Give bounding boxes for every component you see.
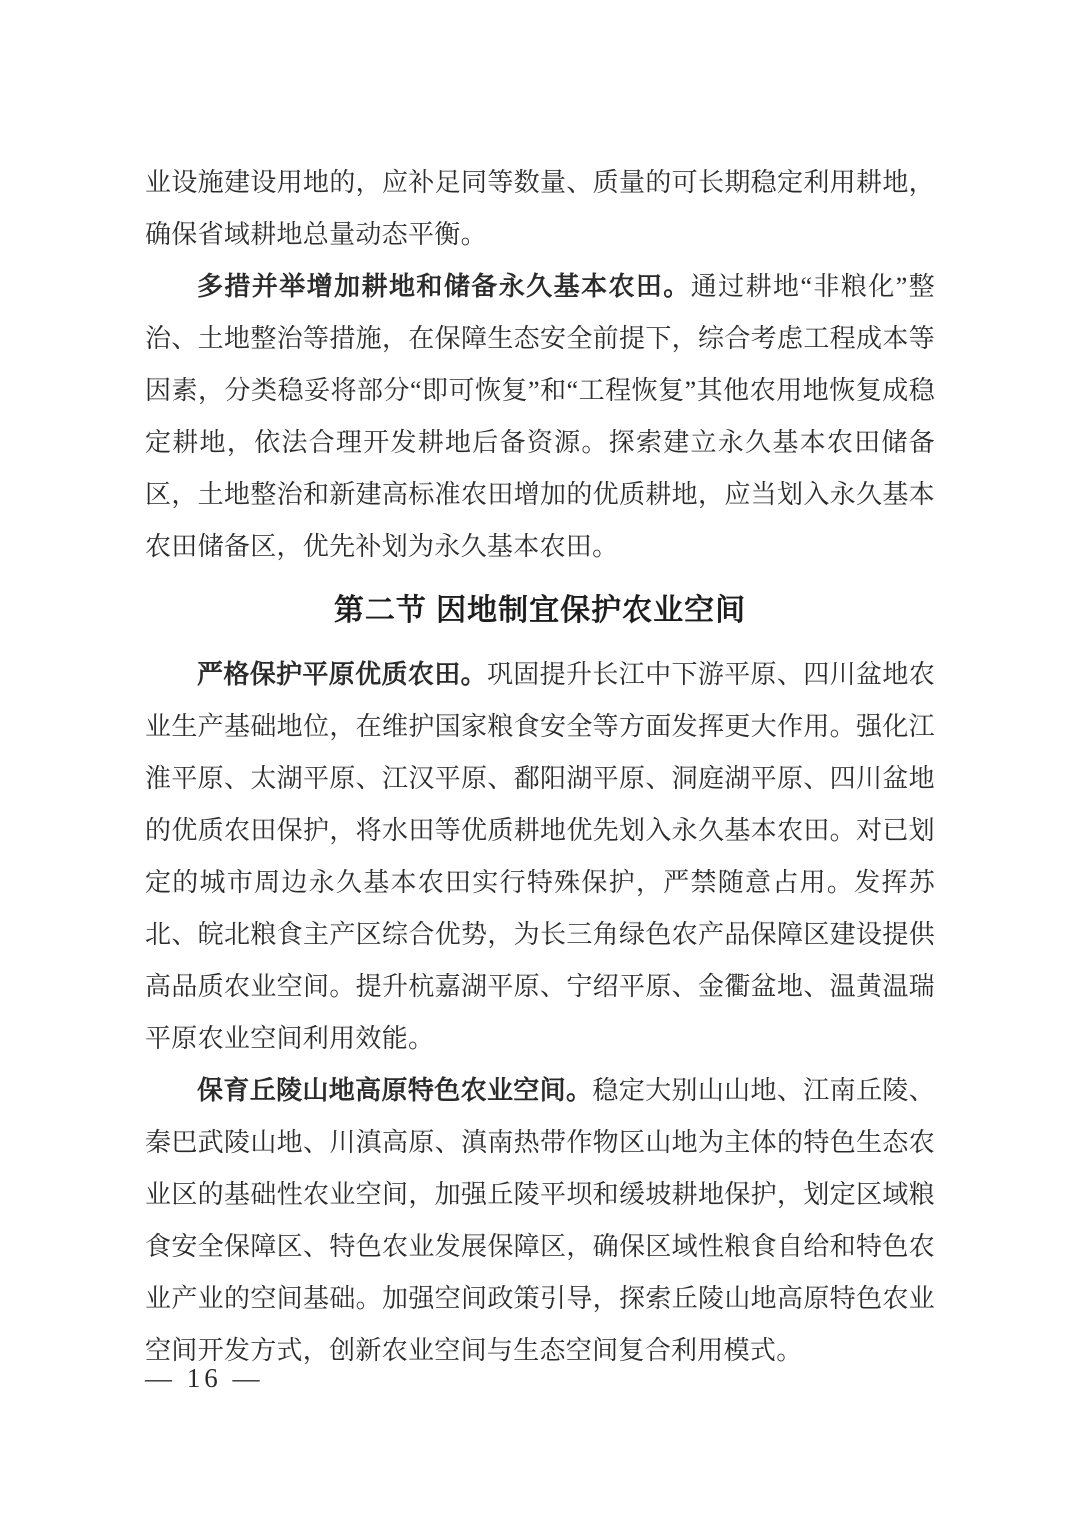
paragraph-lead-plain-farmland: 严格保护平原优质农田。	[197, 660, 487, 689]
paragraph-text-plain-farmland: 巩固提升长江中下游平原、四川盆地农业生产基础地位，在维护国家粮食安全等方面发挥更大作用。强化江淮平原、太湖平原、江汉平原、鄱阳湖平原、洞庭湖平原、四川盆地的优质农田保护，将水田等优质耕地优先划入永久基本农田。对已划定的城市周边永久基本农田实行特殊保护，严禁随意占用。发挥苏北、皖北粮食主产区综合优势，为长三角绿色农产品保障区建设提供高品质农业空间。提升杭嘉湖平原、宁绍平原、金衢盆地、温黄温瑞平原农业空间利用效能。	[145, 660, 935, 1053]
paragraph-multi-measures	[145, 261, 935, 573]
paragraph-lead-multi-measures: 多措并举增加耕地和储备永久基本农田。	[197, 272, 691, 301]
paragraph-lead-hilly-mountain: 保育丘陵山地高原特色农业空间。	[197, 1076, 593, 1105]
paragraph-continuation: 业设施建设用地的，应补足同等数量、质量的可长期稳定利用耕地，确保省域耕地总量动态平衡。	[145, 168, 935, 249]
paragraph-text-hilly-mountain: 稳定大别山山地、江南丘陵、秦巴武陵山地、川滇高原、滇南热带作物区山地为主体的特色生态农业区的基础性农业空间，加强丘陵平坝和缓坡耕地保护，划定区域粮食安全保障区、特色农业发展保障区，确保区域性粮食自给和特色农业产业的空间基础。加强空间政策引导，探索丘陵山地高原特色农业空间开发方式，创新农业空间与生态空间复合利用模式。	[145, 1076, 935, 1365]
document-body	[145, 157, 935, 1377]
page-number: — 16 —	[145, 1363, 264, 1393]
paragraph-plain-farmland	[145, 649, 935, 1065]
paragraph-hilly-mountain	[145, 1065, 935, 1377]
section-heading: 第二节 因地制宜保护农业空间	[333, 594, 747, 627]
paragraph-text-multi-measures: 通过耕地“非粮化”整治、土地整治等措施，在保障生态安全前提下，综合考虑工程成本等因素，分类稳妥将部分“即可恢复”和“工程恢复”其他农用地恢复成稳定耕地，依法合理开发耕地后备资源。探索建立永久基本农田储备区，土地整治和新建高标准农田增加的优质耕地，应当划入永久基本农田储备区，优先补划为永久基本农田。	[145, 272, 935, 561]
